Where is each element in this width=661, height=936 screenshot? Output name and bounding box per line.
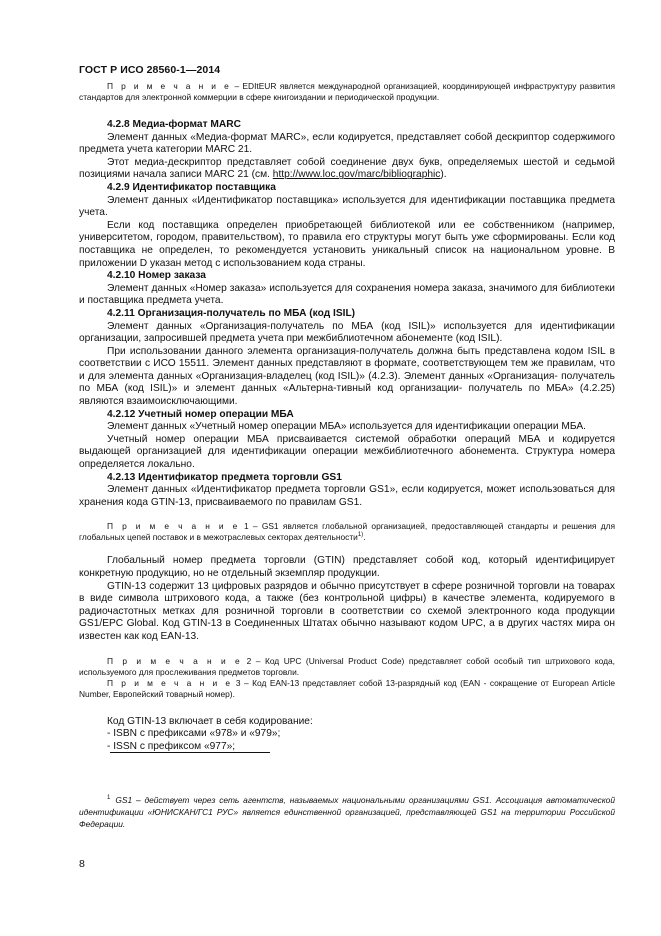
footnote-separator bbox=[110, 752, 270, 753]
list-intro: Код GTIN-13 включает в себя кодирование: bbox=[107, 715, 313, 727]
paragraph: Этот медиа-дескриптор представляет собой соединение двух букв, определяемых шестой и седьмой позициями начала записи MARC 21 (см. http://www.loc.gov/marc/bibliographic). bbox=[79, 156, 615, 181]
footnote-text: GS1 – действует через сеть агентств, называемых национальными организациями GS1. Ассоциация автоматической идентификации «ЮНИСКАН/ГС1 РУС» является единственной организацией, представляющей GS1 на территории Российской Федерации. bbox=[79, 795, 615, 829]
paragraph: Элемент данных «Учетный номер операции МБА» используется для идентификации операции МБА. bbox=[107, 421, 586, 433]
section-heading-4-2-9: 4.2.9 Идентификатор поставщика bbox=[107, 181, 276, 193]
section-heading-4-2-12: 4.2.12 Учетный номер операции МБА bbox=[107, 408, 294, 420]
section-heading-4-2-11: 4.2.11 Организация-получатель по МБА (код ISIL) bbox=[107, 307, 356, 319]
page-number: 8 bbox=[79, 858, 85, 870]
footnote-ref[interactable]: 1) bbox=[357, 532, 364, 539]
paragraph: Глобальный номер предмета торговли (GTIN) представляет собой код, который идентифицирует конкретную продукцию, но не отдельный экземпляр продукции. bbox=[79, 555, 615, 579]
paragraph: Учетный номер операции МБА присваивается системой обработки операций МБА и кодируется выдающей организацией для идентификации операции межбиблиотечного абонемента. Структура номера определяется локально. bbox=[79, 433, 615, 471]
section-heading-4-2-13: 4.2.13 Идентификатор предмета торговли GS1 bbox=[107, 471, 342, 483]
list-item: - ISSN с префиксом «977»; bbox=[107, 740, 236, 752]
paragraph: Элемент данных «Медиа-формат MARC», если кодируется, представляет собой дескриптор содержимого предмета учета категории MARC 21. bbox=[79, 131, 615, 156]
paragraph: Элемент данных «Идентификатор поставщика» используется для идентификации поставщика предмета учета. bbox=[79, 194, 615, 219]
section-heading-4-2-10: 4.2.10 Номер заказа bbox=[107, 270, 206, 282]
paragraph: Элемент данных «Номер заказа» используется для сохранения номера заказа, значимого для библиотеки и поставщика предмета учета. bbox=[79, 282, 615, 307]
note-label: П р и м е ч а н и е bbox=[107, 655, 243, 666]
note-2: П р и м е ч а н и е 2 – Код UPC (Universal Product Code) представляет собой особый тип штрихового кода, используемого для прослеживания предметов торговли. bbox=[79, 655, 615, 677]
paragraph: При использовании данного элемента организация-получатель должна быть представлена кодом ISIL в соответствии с ИСО 15511. Элемент данных представляют в формате, соответствующем тем же правилам, что и для элемента данных «Организация-владелец (код ISIL)» (4.2.3). Элемент данных «Организация- получатель по МБА (код ISIL)» и элемент данных «Альтерна-тивный код организации- получатель по МБА» (4.2.25) являются взаимоисключающими. bbox=[79, 345, 615, 408]
paragraph: Элемент данных «Идентификатор предмета торговли GS1», если кодируется, может использоваться для хранения кода GTIN-13, присваиваемого по правилам GS1. bbox=[79, 484, 615, 508]
note-label: П р и м е ч а н и е bbox=[107, 81, 232, 91]
marc-bibliographic-link[interactable]: http://www.loc.gov/marc/bibliographic bbox=[272, 169, 441, 181]
footnote bbox=[79, 794, 615, 830]
gtin-coding-list bbox=[79, 716, 615, 754]
note-label: П р и м е ч а н и е bbox=[107, 677, 233, 688]
paragraph: Элемент данных «Организация-получатель по МБА (код ISIL)» используется для идентификации организации, запросившей предмета учета при межбиблиотечном абонементе (код ISIL). bbox=[79, 320, 615, 345]
note-editeur: П р и м е ч а н и е – EDItEUR является международной организацией, координирующей инфраструктуру развития стандартов для электронной коммерции в сфере книгоиздании и периодической продукции. bbox=[79, 81, 615, 102]
note-label: П р и м е ч а н и е bbox=[107, 521, 240, 532]
section-heading-4-2-8: 4.2.8 Медиа-формат MARC bbox=[107, 119, 241, 130]
note-3: П р и м е ч а н и е 3 – Код EAN-13 представляет собой 13-разрядный код (EAN - сокращение от European Article Number, Европейский товарный номер). bbox=[79, 677, 615, 699]
note-1: П р и м е ч а н и е 1 – GS1 является глобальной организацией, предоставляющей стандарты и решения для глобальных цепей поставок и в межотраслевых секторах деятельности$^{1)}$. bbox=[79, 521, 615, 543]
paragraph: Если код поставщика определен приобретающей библиотекой или ее собственником (например, университетом, городом, правительством), то правила его структуры могут быть уже сформированы. Если код поставщика не определен, то рекомендуется установить уникальный список на национальном уровне. В приложении D указан метод с использованием кода страны. bbox=[79, 219, 615, 269]
main-content bbox=[79, 81, 615, 753]
footnote-number: 1 bbox=[107, 795, 111, 801]
paragraph: GTIN-13 содержит 13 цифровых разрядов и обычно присутствует в сфере розничной торговли на товарах в виде символа штрихового кода, а также (без контрольной цифры) в качестве элемента, кодируемого в радиочастотных метках для розничной торговли в соответствии со схемой электронного кода продукции GS1/EPC Global. Код GTIN-13 в Соединенных Штатах обычно называют кодом UPC, а в других частях мира он известен как код EAN-13. bbox=[79, 580, 615, 642]
standard-header: ГОСТ Р ИСО 28560-1—2014 bbox=[79, 64, 221, 76]
list-item: - ISBN с префиксами «978» и «979»; bbox=[107, 728, 281, 740]
